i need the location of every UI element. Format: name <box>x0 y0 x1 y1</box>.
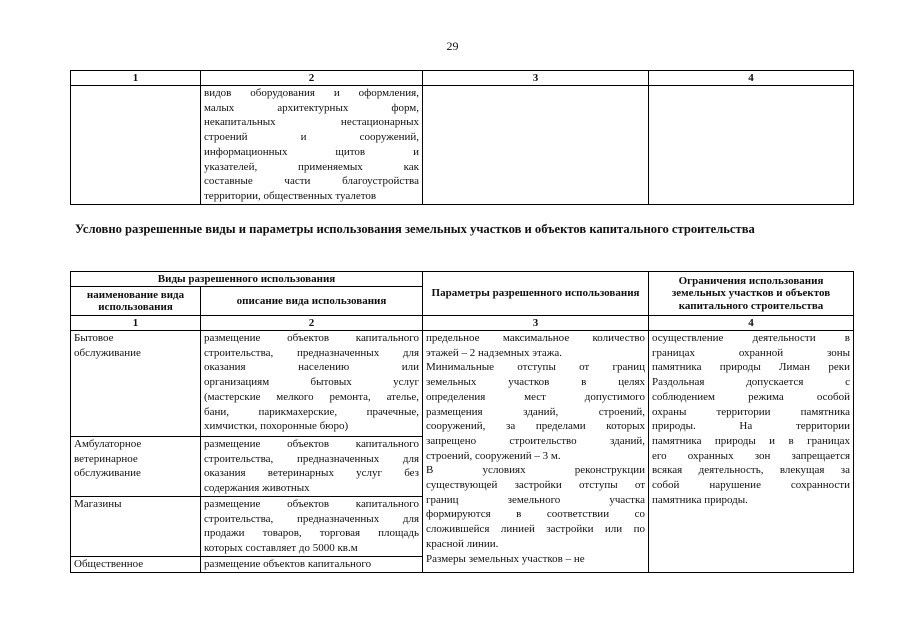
text-line: организациям бытовых услуг <box>204 376 420 389</box>
use-description-cell <box>201 496 423 556</box>
text-line: памятника природы. <box>652 493 748 506</box>
use-name-cell <box>71 437 201 497</box>
text-line: оказания населению или <box>204 361 420 374</box>
cell-col3 <box>423 86 649 205</box>
table-row <box>71 331 854 437</box>
text-line: Минимальные отступы от границ <box>426 361 646 374</box>
use-name-cell <box>71 331 201 437</box>
text-line: природы. На территории <box>652 420 851 433</box>
params-cell <box>423 331 649 573</box>
column-number-2: 2 <box>201 316 423 331</box>
text-line: определения мест допустимого <box>426 390 646 403</box>
text-line: которых составляет до 5000 кв.м <box>204 541 358 554</box>
text-line: Размеры земельных участков – не <box>426 552 585 565</box>
text-line: существующей застройки отступы от <box>426 479 646 492</box>
text-line: информационных щитов и <box>204 145 419 158</box>
text-line: размещение объектов капитального <box>204 332 420 344</box>
text-line: этажей – 2 надземных этажа. <box>426 346 563 359</box>
text-line: Общественное <box>74 557 144 570</box>
text-line: ветеринарное <box>74 452 138 465</box>
text-line: размещение объектов капитального <box>204 497 420 510</box>
text-line: размещение объектов капитального <box>204 438 420 450</box>
table-number-row <box>71 316 854 331</box>
text-line: сложившейся линией застройки или по <box>426 523 646 536</box>
text-line: границ земельного участка <box>426 493 646 506</box>
cell-col1 <box>71 86 201 205</box>
header-row-1 <box>71 272 854 287</box>
text-line: осуществление деятельности в <box>652 332 851 344</box>
text-line: размещение объектов капитального <box>204 557 372 570</box>
text-line: содержания животных <box>204 482 310 495</box>
text-line: собой нарушение сохранности <box>652 479 851 492</box>
text-line: памятника природы и в границах <box>652 434 851 447</box>
text-line: строений, сооружений – 3 м. <box>426 449 561 462</box>
text-line: строительства, предназначенных для <box>204 452 420 465</box>
conditional-uses-table <box>70 271 854 573</box>
header-params: Параметры разрешенного использования <box>423 272 649 316</box>
use-name-cell <box>71 496 201 556</box>
text-line: запрещено строительство зданий, <box>426 434 646 447</box>
text-line: Раздольная допускается с <box>652 376 851 389</box>
header-use-description: описание вида использования <box>201 287 423 316</box>
text-line: его охранных зон запрещается <box>652 449 851 462</box>
text-line: земельных участков в целях <box>426 376 646 389</box>
column-number-2: 2 <box>201 71 423 86</box>
text-line: химчистки, похоронные бюро) <box>204 420 349 433</box>
continuation-table <box>70 70 854 205</box>
cell-col2 <box>201 86 423 205</box>
text-line: продажи товаров, торговая площадь <box>204 527 420 540</box>
text-line: границах охранной зоны <box>652 346 851 359</box>
section-heading: Условно разрешенные виды и параметры использования земельных участков и объектов капитального строительства <box>75 222 755 236</box>
text-line: указателей, применяемых как <box>204 160 419 173</box>
text-line: красной линии. <box>426 537 499 550</box>
text-line: составные части благоустройства <box>204 175 419 188</box>
text-line: бани, парикмахерские, прачечные, <box>204 405 420 418</box>
text-line: (мастерские мелкого ремонта, ателье, <box>204 390 420 403</box>
header-restrictions: Ограничения использования земельных участков и объектов капитального строительства <box>649 272 854 316</box>
cell-col4 <box>649 86 854 205</box>
table-row <box>71 86 854 205</box>
text-line: строительства, предназначенных для <box>204 512 420 525</box>
table-number-row <box>71 71 854 86</box>
text-line: охраны территории памятника <box>652 405 851 418</box>
column-number-3: 3 <box>423 316 649 331</box>
use-name-cell <box>71 556 201 572</box>
text-line: формируются в соответствии со <box>426 508 646 521</box>
column-number-4: 4 <box>649 71 854 86</box>
text-line: памятника природы Лиман реки <box>652 361 851 374</box>
text-line: строений и сооружений, <box>204 131 419 144</box>
text-line: Амбулаторное <box>74 438 142 450</box>
text-line: некапитальных нестационарных <box>204 116 419 129</box>
column-number-3: 3 <box>423 71 649 86</box>
page-number: 29 <box>446 39 459 53</box>
use-description-cell <box>201 331 423 437</box>
text-line: соблюдением режима особой <box>652 390 851 403</box>
restrictions-cell <box>649 331 854 573</box>
header-uses-group: Виды разрешенного использования <box>71 272 423 287</box>
column-number-4: 4 <box>649 316 854 331</box>
text-line: территории, общественных туалетов <box>204 189 377 202</box>
text-line: оказания ветеринарных услуг без <box>204 467 420 480</box>
text-line: всякая деятельность, влекущая за <box>652 464 851 477</box>
text-line: сооружений, за пределами которых <box>426 420 646 433</box>
text-line: обслуживание <box>74 467 141 480</box>
header-use-name: наименование вида использования <box>71 287 201 316</box>
text-line: малых архитектурных форм, <box>204 101 419 114</box>
column-number-1: 1 <box>71 71 201 86</box>
text-line: строительства, предназначенных для <box>204 346 420 359</box>
use-description-cell <box>201 437 423 497</box>
text-line: размещения зданий, строений, <box>426 405 646 418</box>
text-line: В условиях реконструкции <box>426 464 646 477</box>
text-line: обслуживание <box>74 346 141 359</box>
use-description-cell <box>201 556 423 572</box>
text-line: видов оборудования и оформления, <box>204 87 419 99</box>
column-number-1: 1 <box>71 316 201 331</box>
text-line: Бытовое <box>74 332 114 344</box>
text-line: предельное максимальное количество <box>426 332 646 344</box>
text-line: Магазины <box>74 497 122 510</box>
